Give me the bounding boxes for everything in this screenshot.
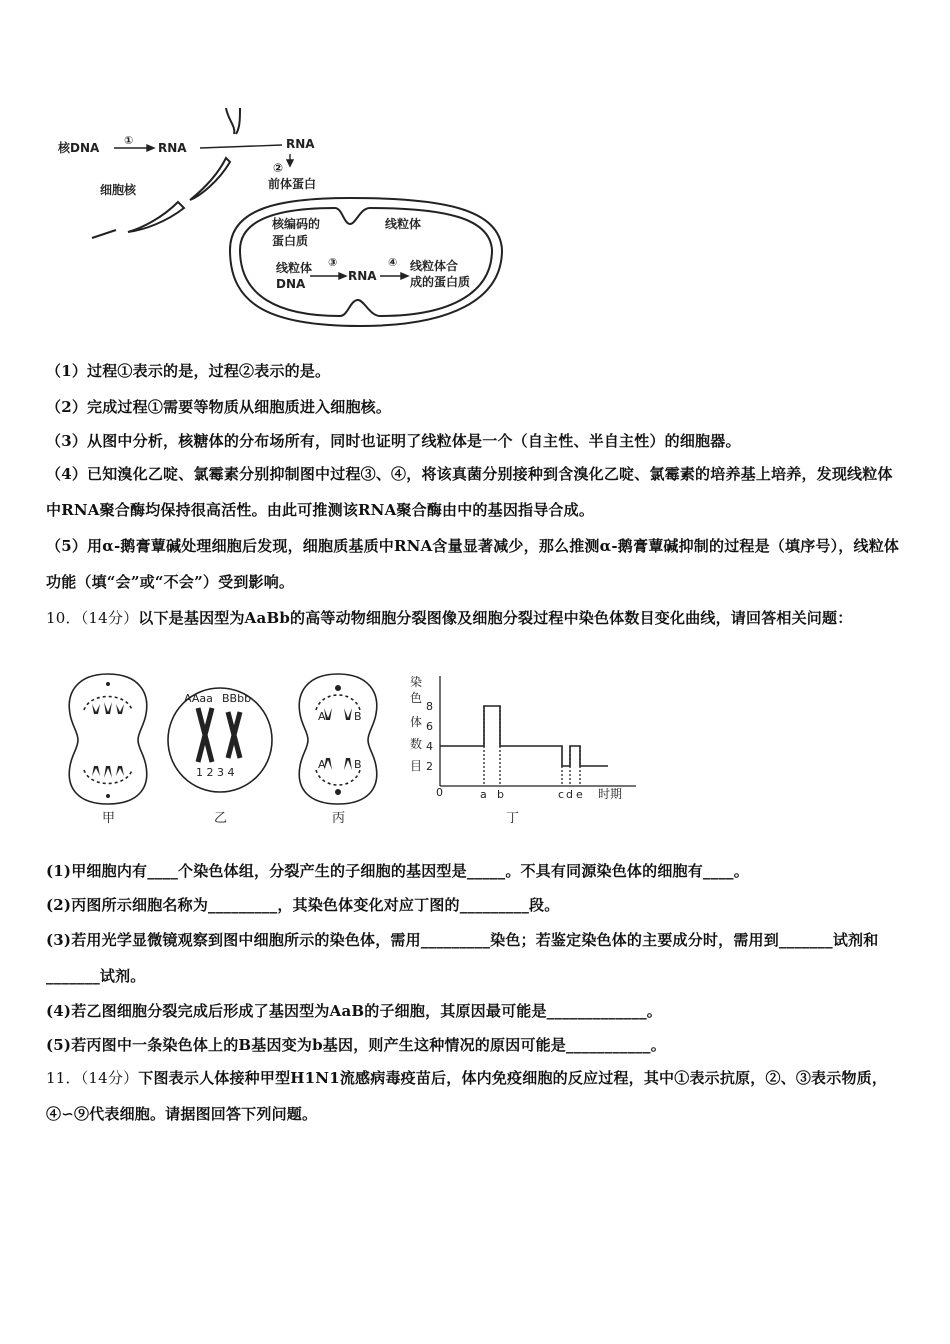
- chromosome-jia-5: [104, 766, 112, 778]
- cell-division-svg: [60, 670, 640, 830]
- yi-genes-left: AAaa: [184, 692, 213, 705]
- chromosome-jia-6: [116, 766, 124, 776]
- mito-protein-label-1: 线粒体合: [410, 259, 459, 273]
- step1-label: ①: [124, 134, 134, 147]
- nuclear-envelope-fragment-2: [128, 202, 184, 232]
- bing-gene-top-right: B: [354, 710, 362, 723]
- q10-part5: (5)若丙图中一条染色体上的B基因变为b基因，则产生这种情况的原因可能是___________。: [46, 1036, 666, 1054]
- arrow-step2-head: [287, 160, 293, 166]
- q11-stem-text: 下图表示人体接种甲型H1N1流感病毒疫苗后，体内免疫细胞的反应过程，其中①表示抗原，②、③表示物质，④∽⑨代表细胞。请据图回答下列问题。: [46, 1069, 888, 1123]
- bing-gene-top-left: A: [318, 710, 326, 723]
- q10-part3: (3)若用光学显微镜观察到图中细胞所示的染色体，需用_________染色；若鉴定染色体的主要成分时，需用到_______试剂和_______试剂。: [46, 931, 879, 985]
- mito-dna-label-2: DNA: [276, 277, 306, 291]
- nuclear-envelope-fragment: [190, 158, 230, 200]
- nucleus-label: 细胞核: [100, 183, 137, 197]
- centrosome-bing-bottom: [335, 789, 341, 795]
- mito-dna-label-1: 线粒体: [276, 261, 313, 275]
- step3-label: ③: [328, 256, 338, 269]
- x-tick-a: a: [480, 788, 487, 801]
- centrosome-bing-top: [335, 685, 341, 691]
- yi-chromosome-numbers: 1 2 3 4: [196, 766, 235, 779]
- gene-expression-diagram-svg: [50, 100, 510, 335]
- q9-part4: （4）已知溴化乙啶、氯霉素分别抑制图中过程③、④，将该真菌分别接种到含溴化乙啶、氯霉素的培养基上培养，发现线粒体中RNA聚合酶均保持很高活性。由此可推测该RNA聚合酶由中的基因指导合成。: [46, 465, 893, 519]
- q9-part5: （5）用α-鹅膏蕈碱处理细胞后发现，细胞质基质中RNA含量显著减少，那么推测α-鹅膏蕈碱抑制的过程是（填序号），线粒体功能（填“会”或“不会”）受到影响。: [46, 537, 900, 591]
- q11-number: 11．: [46, 1069, 81, 1087]
- x-tick-0: 0: [436, 786, 443, 799]
- chromosome-bing-2: [344, 708, 352, 720]
- rna-label-c: RNA: [348, 269, 377, 283]
- rna-label-a: RNA: [158, 141, 187, 155]
- centrosome-jia-bottom: [106, 794, 110, 798]
- chromosome-count-line: [440, 706, 608, 766]
- label-bing: 丙: [332, 811, 346, 826]
- gene-expression-diagram: [50, 100, 510, 335]
- x-tick-b: b: [497, 788, 504, 801]
- nuclear-envelope-fragment-3: [92, 230, 116, 238]
- step4-label: ④: [388, 256, 398, 269]
- nucleus-dna-label: 核DNA: [58, 141, 100, 155]
- y-title-3: 体: [410, 715, 423, 729]
- bing-gene-bottom-right: B: [354, 758, 362, 771]
- label-jia: 甲: [102, 811, 116, 826]
- q10-number: 10．: [46, 609, 81, 627]
- label-yi: 乙: [214, 811, 228, 826]
- y-tick-8: 8: [426, 700, 433, 713]
- rna-label-b: RNA: [286, 137, 315, 151]
- y-tick-2: 2: [426, 760, 433, 773]
- label-ding: 丁: [506, 811, 520, 826]
- q11-stem: [46, 1060, 906, 1132]
- x-axis-title: 时期: [598, 787, 623, 801]
- step2-label: ②: [273, 161, 284, 175]
- q10-part2: (2)丙图所示细胞名称为_________，其染色体变化对应丁图的_________段。: [46, 896, 560, 914]
- chromosome-jia-2: [104, 702, 112, 714]
- bing-gene-bottom-left: A: [318, 758, 326, 771]
- q10-part1: (1)甲细胞内有____个染色体组，分裂产生的子细胞的基因型是_____。不具有同源染色体的细胞有____。: [46, 862, 749, 880]
- chromosome-jia-4: [92, 766, 100, 776]
- q10-part4: (4)若乙图细胞分裂完成后形成了基因型为AaB的子细胞，其原因最可能是_____________。: [46, 1002, 662, 1020]
- q9-part3: （3）从图中分析，核糖体的分布场所有，同时也证明了线粒体是一个（自主性、半自主性）的细胞器。: [46, 432, 741, 450]
- x-tick-e: e: [576, 788, 583, 801]
- y-tick-6: 6: [426, 720, 433, 733]
- arrow-step1-head: [147, 145, 154, 151]
- x-tick-d: d: [566, 788, 573, 801]
- y-title-2: 色: [410, 691, 423, 705]
- mitochondrion-label: 线粒体: [385, 217, 422, 231]
- y-title-1: 染: [410, 675, 423, 689]
- arrow-step4-head: [401, 273, 408, 279]
- yi-genes-right: BBbb: [222, 692, 252, 705]
- y-tick-4: 4: [426, 740, 433, 753]
- q10-stem-text: 以下是基因型为AaBb的高等动物细胞分裂图像及细胞分裂过程中染色体数目变化曲线，请回答相关问题：: [138, 609, 853, 627]
- nuclear-encoded-protein-label-1: 核编码的: [272, 217, 321, 231]
- x-tick-c: c: [558, 788, 565, 801]
- chromosome-yi-1-2: [198, 708, 212, 762]
- chromosome-bing-4: [344, 758, 352, 770]
- centrosome-jia-top: [106, 682, 110, 686]
- precursor-protein-label: 前体蛋白: [268, 177, 317, 191]
- cell-jia-spindle: [84, 697, 132, 784]
- q9-part2: （2）完成过程①需要等物质从细胞质进入细胞核。: [46, 398, 392, 416]
- q11-score: （14分）: [80, 1069, 139, 1087]
- chromosome-jia-1: [92, 704, 100, 714]
- arrow-rna-exit: [200, 145, 282, 148]
- cell-bing-membrane: [299, 674, 376, 804]
- cell-jia-membrane: [69, 674, 146, 804]
- nuclear-encoded-protein-label-2: 蛋白质: [272, 234, 309, 248]
- nuclear-pore-top: [226, 108, 240, 134]
- y-title-5: 目: [410, 759, 423, 773]
- arrow-step3-head: [339, 273, 346, 279]
- q9-part1: （1）过程①表示的是，过程②表示的是。: [46, 362, 331, 380]
- chromosome-jia-3: [116, 704, 124, 714]
- y-title-4: 数: [410, 737, 423, 751]
- cell-division-figure: [60, 670, 640, 830]
- cell-bing-spindle: [316, 695, 360, 785]
- q10-score: （14分）: [80, 609, 139, 627]
- chromosome-yi-3-4: [228, 712, 240, 758]
- mito-protein-label-2: 成的蛋白质: [410, 275, 471, 289]
- q10-stem: [46, 600, 906, 636]
